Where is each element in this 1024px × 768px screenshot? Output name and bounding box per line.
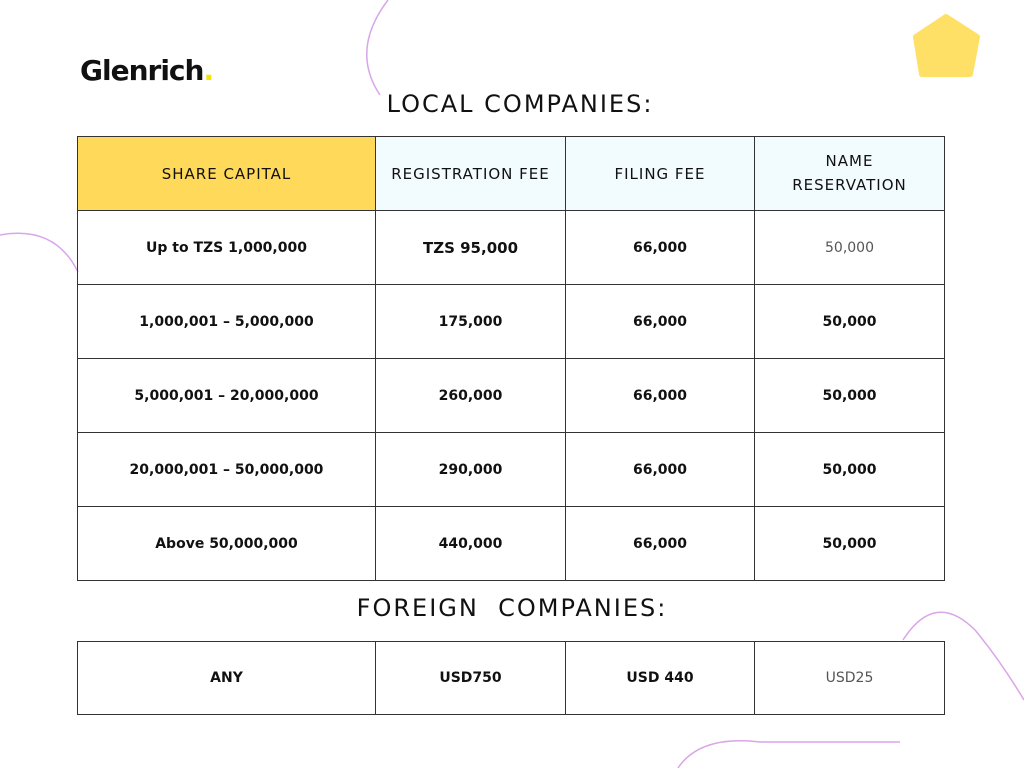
foreign-fees-table <box>77 641 945 715</box>
registration-fee-cell: TZS 95,000 <box>376 211 566 285</box>
header-registration-fee: REGISTRATION FEE <box>376 137 566 211</box>
share-capital-cell: Above 50,000,000 <box>78 507 376 581</box>
header-name-reservation: NAME RESERVATION <box>755 137 945 211</box>
filing-fee-cell: 66,000 <box>566 285 755 359</box>
local-fees-table <box>77 136 945 581</box>
foreign-companies-heading: FOREIGN COMPANIES: <box>356 594 668 622</box>
share-capital-cell: 1,000,001 – 5,000,000 <box>78 285 376 359</box>
share-capital-cell: ANY <box>78 642 376 715</box>
filing-fee-cell: 66,000 <box>566 433 755 507</box>
table-row <box>78 433 945 507</box>
name-reservation-cell: 50,000 <box>755 359 945 433</box>
header-filing-fee: FILING FEE <box>566 137 755 211</box>
table-row <box>78 211 945 285</box>
filing-fee-cell: 66,000 <box>566 359 755 433</box>
local-companies-heading: LOCAL COMPANIES: <box>386 90 654 118</box>
header-share-capital: SHARE CAPITAL <box>78 137 376 211</box>
filing-fee-cell: USD 440 <box>566 642 755 715</box>
brand-logo <box>80 54 213 87</box>
name-reservation-cell: 50,000 <box>755 433 945 507</box>
deco-curve-bottom <box>678 741 900 768</box>
table-row <box>78 359 945 433</box>
brand-dot: . <box>203 54 214 87</box>
registration-fee-cell: 440,000 <box>376 507 566 581</box>
brand-name: Glenrich <box>80 54 204 87</box>
name-reservation-cell: USD25 <box>755 642 945 715</box>
registration-fee-cell: 260,000 <box>376 359 566 433</box>
deco-curve-left <box>0 233 78 272</box>
pentagon-shape <box>916 17 977 74</box>
name-reservation-cell: 50,000 <box>755 211 945 285</box>
share-capital-cell: Up to TZS 1,000,000 <box>78 211 376 285</box>
filing-fee-cell: 66,000 <box>566 211 755 285</box>
table-row <box>78 285 945 359</box>
registration-fee-cell: USD750 <box>376 642 566 715</box>
table-header-row <box>78 137 945 211</box>
table-row <box>78 507 945 581</box>
name-reservation-cell: 50,000 <box>755 507 945 581</box>
deco-curve-top <box>367 0 388 95</box>
share-capital-cell: 20,000,001 – 50,000,000 <box>78 433 376 507</box>
table-row <box>78 642 945 715</box>
registration-fee-cell: 175,000 <box>376 285 566 359</box>
registration-fee-cell: 290,000 <box>376 433 566 507</box>
share-capital-cell: 5,000,001 – 20,000,000 <box>78 359 376 433</box>
name-reservation-cell: 50,000 <box>755 285 945 359</box>
filing-fee-cell: 66,000 <box>566 507 755 581</box>
